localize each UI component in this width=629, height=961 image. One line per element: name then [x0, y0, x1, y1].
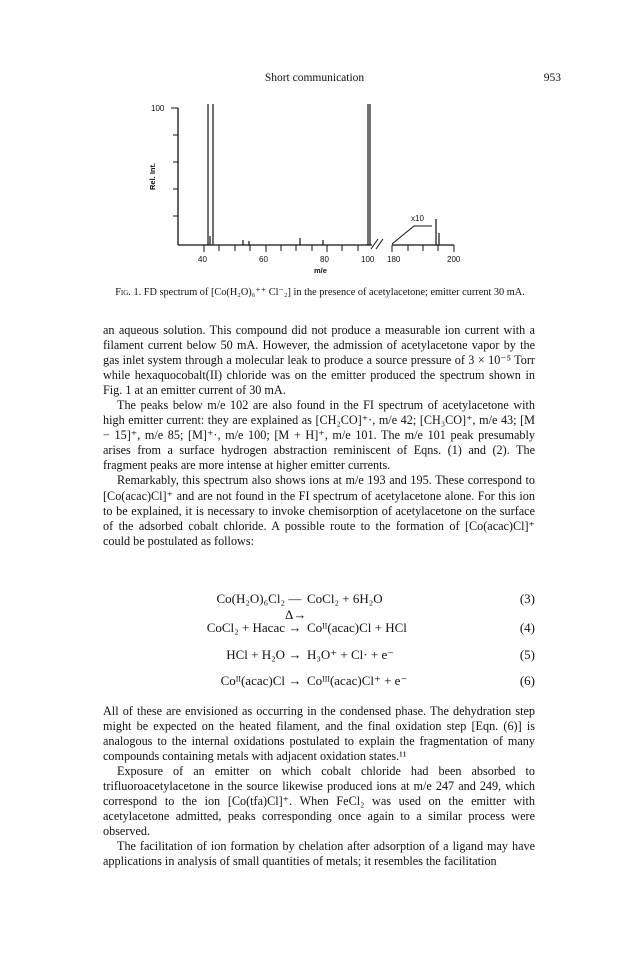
body-text-bottom — [103, 704, 535, 870]
eq-lhs: Co(H₂O)₆Cl₂ — [216, 591, 285, 606]
x-tick-label-40: 40 — [198, 255, 207, 264]
y-axis-label: Rel. Int. — [148, 162, 157, 190]
figure-caption — [110, 287, 530, 300]
x-tick-label-60: 60 — [259, 255, 268, 264]
magnification-label: x10 — [411, 214, 424, 223]
x-tick-label-180: 180 — [387, 255, 401, 264]
caption-text: FD spectrum of [Co(H₂O)₆⁺⁺ Cl⁻₂] in the presence of acetylacetone; emitter current 30 mA. — [143, 287, 525, 298]
x-tick-label-80: 80 — [320, 255, 329, 264]
running-title: Short communication — [264, 72, 365, 84]
paragraph-2: The peaks below m/e 102 are also found in the FI spectrum of acetylacetone with high emitter current: they are explained as [CH₂CO]⁺·, m/e 42; [CH₃CO]⁺, m/e 43; [M − 15]⁺, m/e 85; [M]⁺·, m/e 100; [M + H]⁺, m/e 101. The m/e 101 peak presumably arises from a surface hydrogen abstraction reminiscent of Eqns. (1) and (2). The fragment peaks are more intense at higher emitter currents. — [103, 398, 535, 473]
eq-lhs: HCl + H₂O — [226, 647, 285, 662]
equation-5 — [103, 647, 535, 667]
y-tick-label-100: 100 — [151, 104, 165, 113]
body-text-top — [103, 323, 535, 549]
x-tick-label-100: 100 — [361, 255, 375, 264]
eq-arrow: → — [288, 620, 302, 635]
eq-number: (6) — [519, 673, 535, 688]
eq-rhs: CoCl₂ + 6H₂O — [307, 591, 383, 606]
eq-rhs: Coᴵᴵ(acac)Cl + HCl — [307, 620, 407, 635]
eq-number: (3) — [519, 591, 535, 606]
eq-arrow: —Δ→ — [285, 591, 307, 622]
paragraph-3: Remarkably, this spectrum also shows ions at m/e 193 and 195. These correspond to [Co(acac)Cl]⁺ and are not found in the FI spectrum of acetylacetone alone. For this ion to be explained, it is necessary to invoke chemisorption of acetylacetone on the surface of the adsorbed cobalt chloride. A possible route to the formation of [Co(acac)Cl]⁺ could be postulated as follows: — [103, 473, 535, 548]
eq-number: (4) — [519, 620, 535, 635]
caption-label: Fig. 1. — [115, 287, 142, 298]
eq-rhs: H₃O⁺ + Cl· + e⁻ — [307, 647, 395, 662]
eq-lhs: Coᴵᴵ(acac)Cl — [220, 673, 285, 688]
eq-lhs: CoCl₂ + Hacac — [206, 620, 285, 635]
paragraph-6: The facilitation of ion formation by chelation after adsorption of a ligand may have applications in analysis of small quantities of metals; it resembles the facilitation — [103, 839, 535, 869]
eq-rhs: Coᴵᴵᴵ(acac)Cl⁺ + e⁻ — [307, 673, 408, 688]
magnification-bracket — [392, 226, 432, 244]
fd-spectrum-figure — [0, 0, 629, 290]
paragraph-1: an aqueous solution. This compound did not produce a measurable ion current with a filament current below 50 mA. However, the admission of acetylacetone vapor by the gas inlet system through a molecular leak to produce a source pressure of 3 × 10⁻⁵ Torr while hexaquocobalt(II) chloride was on the emitter produced the spectrum shown in Fig. 1 at an emitter current of 30 mA. — [103, 323, 535, 398]
x-tick-label-200: 200 — [447, 255, 461, 264]
equation-6 — [103, 673, 535, 693]
paragraph-5: Exposure of an emitter on which cobalt chloride had been absorbed to trifluoroacetylacetone in the source likewise produced ions at m/e 247 and 249, which correspond to the ion [Co(tfa)Cl]⁺. When FeCl₂ was used on the emitter with acetylacetone admitted, peaks corresponding once again to a similar process were observed. — [103, 764, 535, 839]
equation-4 — [103, 620, 535, 640]
eq-number: (5) — [519, 647, 535, 662]
eq-arrow: → — [288, 673, 302, 688]
paragraph-4: All of these are envisioned as occurring in the condensed phase. The dehydration step might be expected on the heated filament, and the final oxidation step [Eqn. (6)] is analogous to the internal oxidations postulated to explain the fragmentation of many compounds containing metals with adjacent oxidation states.¹¹ — [103, 704, 535, 764]
equation-3 — [103, 591, 535, 622]
page-number: 953 — [543, 72, 561, 84]
x-axis-label: m/e — [314, 266, 327, 275]
spectrum-peaks — [208, 104, 439, 245]
eq-arrow: → — [288, 647, 302, 662]
